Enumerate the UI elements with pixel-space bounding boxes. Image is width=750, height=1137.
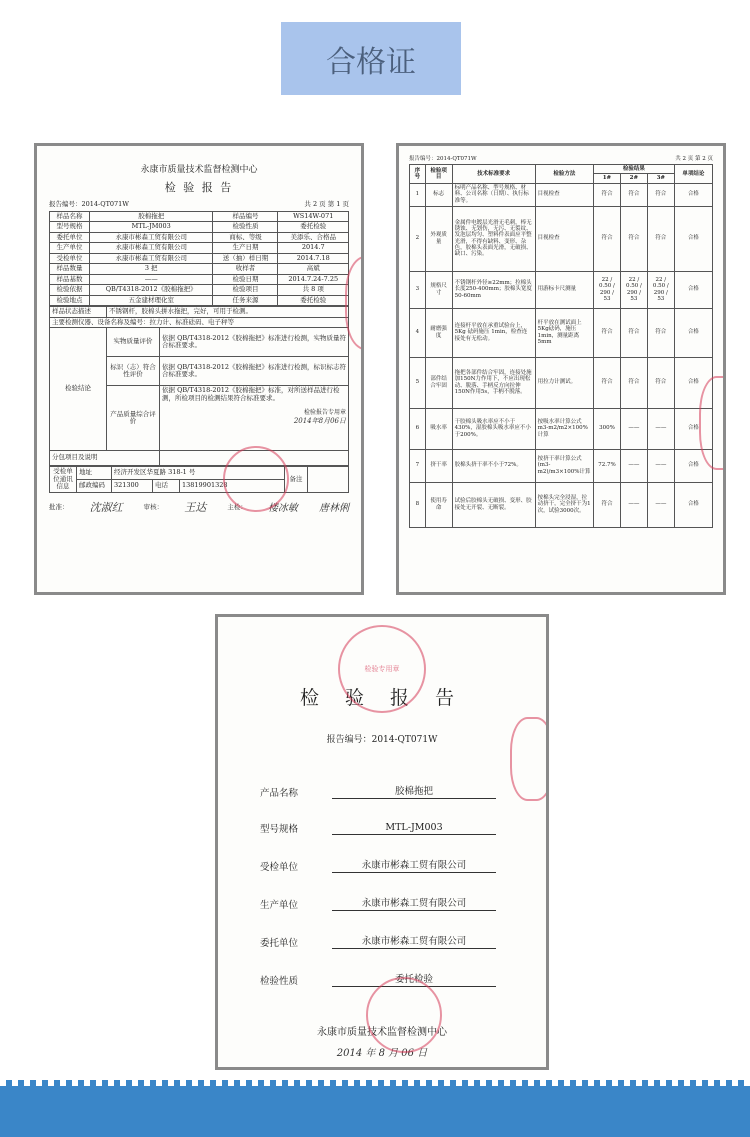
result-sample-3: 符合 xyxy=(647,183,674,206)
result-sample-2: 22 / 0.50 / 290 / 53 xyxy=(620,271,647,308)
sample-state-label: 样品状态描述 xyxy=(50,307,107,317)
result-method: 按吸水率计算公式 m3-m2/m2×100%计算 xyxy=(535,408,593,449)
cover-stamp xyxy=(338,625,426,713)
info-label: 样品基数 xyxy=(50,274,90,284)
cover-date: 2014 年 8 月 06 日 xyxy=(336,1048,428,1059)
result-method: 按挤干率计算公式 (m3-m2)/m3×100%计算 xyxy=(535,449,593,482)
result-sample-2: —— xyxy=(620,408,647,449)
table-row xyxy=(50,467,349,480)
table-row xyxy=(50,222,349,232)
result-method: 目视检查 xyxy=(535,183,593,206)
result-sample-1: 符合 xyxy=(594,206,621,271)
reviewer-signature: 王达 xyxy=(184,500,207,514)
table-row xyxy=(50,274,349,284)
label-conformity-label: 标识（志）符合性评价 xyxy=(107,357,160,386)
result-item: 使用寿命 xyxy=(425,482,452,527)
result-no: 1 xyxy=(410,183,426,206)
result-sample-1: 300% xyxy=(594,408,621,449)
info-value: 永康市彬森工贸有限公司 xyxy=(89,243,213,253)
address-value: 经济开发区华夏路 318-1 号 xyxy=(112,467,285,480)
cover-field-row xyxy=(260,857,516,873)
result-requirement: 试验后胶棉头无破损、变形、胶接处无开裂、无断裂。 xyxy=(452,482,535,527)
result-requirement: 拖把各部件结合牢固，连接处施加150N力作用下，不应出现松动、脱落、手柄反方向拉伸150N作用5s，手柄不脱落。 xyxy=(452,357,535,408)
table-row xyxy=(50,451,349,466)
result-conclusion: 合格 xyxy=(674,449,712,482)
info-value: 共 8 项 xyxy=(278,285,349,295)
info-label: 型号规格 xyxy=(50,222,90,232)
report1-info-table xyxy=(49,211,349,306)
cover-field-value: 永康市彬森工贸有限公司 xyxy=(332,933,496,949)
result-method: 杆平放在测试面上5Kg砝码，施压1min，测量距离5mm xyxy=(535,308,593,357)
cover-field-label: 生产单位 xyxy=(260,900,299,911)
header-method: 检验方法 xyxy=(535,165,593,184)
info-label: 生产日期 xyxy=(213,243,278,253)
table-row xyxy=(410,271,713,308)
result-item: 挤干率 xyxy=(425,449,452,482)
info-value: 永康市彬森工贸有限公司 xyxy=(89,253,213,263)
info-value: MTL-JM003 xyxy=(89,222,213,232)
report1-page-info: 共 2 页 第 1 页 xyxy=(304,200,349,208)
table-header-row xyxy=(410,165,713,174)
result-method: 用拉力计测试。 xyxy=(535,357,593,408)
cover-field-value: 胶棉拖把 xyxy=(332,783,496,799)
info-label: 任务来源 xyxy=(213,295,278,305)
table-row xyxy=(410,482,713,527)
report-page-1[interactable] xyxy=(34,143,364,595)
result-no: 7 xyxy=(410,449,426,482)
table-row xyxy=(50,295,349,305)
result-item: 吸水率 xyxy=(425,408,452,449)
result-requirement: 胶棉头挤干率不小于72%。 xyxy=(452,449,535,482)
report1-title: 检 验 报 告 xyxy=(164,181,234,194)
note-value xyxy=(308,467,349,492)
cover-field-value: MTL-JM003 xyxy=(332,822,496,835)
info-label: 送（抽）样日期 xyxy=(213,253,278,263)
cover-field-value: 永康市彬森工贸有限公司 xyxy=(332,857,496,873)
table-row xyxy=(410,449,713,482)
result-sample-3: 22 / 0.50 / 290 / 53 xyxy=(647,271,674,308)
cover-field-row xyxy=(260,933,516,949)
result-sample-3: 符合 xyxy=(647,206,674,271)
info-label: 样品名称 xyxy=(50,212,90,222)
result-conclusion: 合格 xyxy=(674,357,712,408)
certificate-banner xyxy=(281,22,461,95)
info-label: 收样者 xyxy=(213,264,278,274)
table-row xyxy=(50,317,349,327)
label-conformity-text: 依据 QB/T4318-2012《胶棉拖把》标准进行检测，标识标志符合标准要求。 xyxy=(160,357,349,386)
info-value: 胶棉拖把 xyxy=(89,212,213,222)
header-requirement: 技术标准要求 xyxy=(452,165,535,184)
info-value: 美添乐、合格品 xyxy=(278,232,349,242)
result-sample-1: 72.7% xyxy=(594,449,621,482)
cover-field-label: 检验性质 xyxy=(260,976,299,987)
results-table xyxy=(409,164,713,528)
cover-org: 永康市质量技术监督检测中心 xyxy=(317,1027,447,1038)
header-conclusion: 单项结论 xyxy=(674,165,712,184)
cover-field-label: 委托单位 xyxy=(260,938,299,949)
result-requirement: 连接杆平放在承重试验台上，5Kg 砝码施压 1min，检查连接处有无松动。 xyxy=(452,308,535,357)
result-conclusion: 合格 xyxy=(674,206,712,271)
result-requirement: 标明产品名称、型号规格、材料、公司名称（日期）、执行标准等。 xyxy=(452,183,535,206)
phone-label: 电话 xyxy=(153,479,180,492)
info-value: QB/T4318-2012《胶棉拖把》 xyxy=(89,285,213,295)
table-row xyxy=(50,307,349,317)
result-sample-2: 符合 xyxy=(620,357,647,408)
overall-label: 产品质量综合评价 xyxy=(107,386,160,451)
table-row xyxy=(50,212,349,222)
approver-label: 批准： xyxy=(49,503,69,512)
postcode-value: 321300 xyxy=(112,479,153,492)
result-sample-3: —— xyxy=(647,408,674,449)
info-value: 高斌 xyxy=(278,264,349,274)
info-label: 样品数量 xyxy=(50,264,90,274)
info-label: 检验地点 xyxy=(50,295,90,305)
result-conclusion: 合格 xyxy=(674,482,712,527)
conclusion-label: 检验结论 xyxy=(50,328,107,451)
seam-stamp-2 xyxy=(699,376,726,470)
table-row xyxy=(50,232,349,242)
sample-state: 不锈钢杆，胶棉头拼水拖把，完好，可用于检测。 xyxy=(107,307,349,317)
result-no: 4 xyxy=(410,308,426,357)
result-sample-1: 符合 xyxy=(594,183,621,206)
result-sample-2: —— xyxy=(620,449,647,482)
cover-field-row xyxy=(260,821,516,835)
remark-label: 分包项目及说明 xyxy=(50,451,160,466)
table-row xyxy=(50,285,349,295)
overall-text: 依据 QB/T4318-2012《胶棉拖把》标准，对所送样品进行检测，所检项目的检测结果符合标准要求。 xyxy=(162,386,340,402)
info-label: 检验项目 xyxy=(213,285,278,295)
header-sample-3: 3# xyxy=(647,174,674,183)
table-row xyxy=(410,206,713,271)
result-item: 耐磨强度 xyxy=(425,308,452,357)
footer-band xyxy=(0,1080,750,1137)
result-sample-3: —— xyxy=(647,482,674,527)
cover-field-label: 型号规格 xyxy=(260,824,299,835)
result-requirement: 干胶棉头吸水率应不小于430%，湿胶棉头吸水率应不小于200%。 xyxy=(452,408,535,449)
result-sample-1: 符合 xyxy=(594,308,621,357)
inspector-signature-2: 唐林俐 xyxy=(318,503,349,515)
result-sample-1: 符合 xyxy=(594,482,621,527)
info-value: 委托检验 xyxy=(278,222,349,232)
physical-text: 依据 QB/T4318-2012《胶棉拖把》标准进行检测，实物质量符合标准要求。 xyxy=(160,328,349,357)
cover-field-row xyxy=(260,783,516,799)
reviewer-label: 审核： xyxy=(143,503,164,512)
info-label: 商标、等级 xyxy=(213,232,278,242)
approver-signature: 沈淑红 xyxy=(89,500,123,514)
result-item: 标志 xyxy=(425,183,452,206)
result-method: 目视检查 xyxy=(535,206,593,271)
table-row xyxy=(410,357,713,408)
result-item: 部件结合牢固 xyxy=(425,357,452,408)
info-label: 受检单位 xyxy=(50,253,90,263)
result-no: 2 xyxy=(410,206,426,271)
result-conclusion: 合格 xyxy=(674,183,712,206)
cover-report-number: 报告编号：2014-QT071W xyxy=(326,735,438,745)
postcode-label: 邮政编码 xyxy=(77,479,112,492)
cover-seam-stamp xyxy=(510,717,549,801)
result-item: 规格尺寸 xyxy=(425,271,452,308)
result-sample-1: 符合 xyxy=(594,357,621,408)
contact-label: 受检单位通讯信息 xyxy=(50,467,77,492)
info-value: WS14W-071 xyxy=(278,212,349,222)
result-sample-3: 符合 xyxy=(647,308,674,357)
result-conclusion: 合格 xyxy=(674,271,712,308)
result-sample-3: 符合 xyxy=(647,357,674,408)
note-label: 备注 xyxy=(285,467,308,492)
table-row xyxy=(410,183,713,206)
result-sample-3: —— xyxy=(647,449,674,482)
equipment-line: 主要检测仪器、设备名称及编号：拉力计、标准砝码、电子秤等 xyxy=(50,317,349,327)
table-row xyxy=(50,264,349,274)
cover-field-value: 永康市彬森工贸有限公司 xyxy=(332,895,496,911)
banner-title: 合格证 xyxy=(326,44,416,80)
footer-divider xyxy=(0,1080,750,1086)
info-value: 2014.7 xyxy=(278,243,349,253)
info-label: 样品编号 xyxy=(213,212,278,222)
report2-page-info: 共 2 页 第 2 页 xyxy=(675,156,713,162)
result-method: 用游标卡尺测量 xyxy=(535,271,593,308)
cover-field-label: 产品名称 xyxy=(260,788,299,799)
cover-title: 检 验 报 告 xyxy=(299,687,465,709)
cover-field-value: 委托检验 xyxy=(332,971,496,987)
result-no: 6 xyxy=(410,408,426,449)
info-value: 3 把 xyxy=(89,264,213,274)
info-value: 五金建材理化室 xyxy=(89,295,213,305)
physical-label: 实物质量评价 xyxy=(107,328,160,357)
address-label: 地址 xyxy=(77,467,112,480)
header-sample-2: 2# xyxy=(620,174,647,183)
result-requirement: 金属件电镀层光滑无毛刺，棒无锈蚀、无划伤，无污、无裂纹、发泡层均匀、塑料件表面应平整光滑，不得有缺料、变形、杂色，胶棉头表面光滑，无破损、缺口、污染。 xyxy=(452,206,535,271)
header-item: 检验项目 xyxy=(425,165,452,184)
result-method: 按棉头完全浸湿，拉动挤干，完全挤干为1次，试验3000次。 xyxy=(535,482,593,527)
result-sample-1: 22 / 0.50 / 290 / 53 xyxy=(594,271,621,308)
result-conclusion: 合格 xyxy=(674,308,712,357)
cover-field-label: 受检单位 xyxy=(260,862,299,873)
info-value: 永康市彬森工贸有限公司 xyxy=(89,232,213,242)
inspection-stamp xyxy=(223,446,289,512)
header-result: 检验结果 xyxy=(594,165,675,174)
info-value: 2014.7.24-7.25 xyxy=(278,274,349,284)
info-label: 检验依据 xyxy=(50,285,90,295)
result-sample-2: 符合 xyxy=(620,308,647,357)
info-label: 委托单位 xyxy=(50,232,90,242)
report1-org: 永康市质量技术监督检测中心 xyxy=(140,165,258,175)
table-row xyxy=(410,408,713,449)
result-sample-2: 符合 xyxy=(620,206,647,271)
info-label: 检验日期 xyxy=(213,274,278,284)
result-requirement: 不锈钢杆外径≥22mm；拉棉头长度250-400mm；胶棉头宽度50-60mm xyxy=(452,271,535,308)
header-sample-1: 1# xyxy=(594,174,621,183)
inspector-label: 主检： xyxy=(227,503,247,512)
cover-fields xyxy=(248,783,516,987)
info-value: 2014.7.18 xyxy=(278,253,349,263)
result-no: 8 xyxy=(410,482,426,527)
info-value: 委托检验 xyxy=(278,295,349,305)
report-cover[interactable] xyxy=(215,614,549,1070)
table-row xyxy=(50,243,349,253)
cover-stamp-text: 检验专用章 xyxy=(364,665,400,673)
result-no: 3 xyxy=(410,271,426,308)
report1-detail-table xyxy=(49,306,349,466)
table-row xyxy=(410,308,713,357)
table-row xyxy=(50,253,349,263)
inspector-signature: 楼冰敏 xyxy=(267,503,298,515)
info-value: —— xyxy=(89,274,213,284)
result-sample-2: 符合 xyxy=(620,183,647,206)
cover-field-row xyxy=(260,895,516,911)
overall-cell xyxy=(160,386,349,451)
result-conclusion: 合格 xyxy=(674,408,712,449)
result-item: 外观质量 xyxy=(425,206,452,271)
stamp-caption: 检验报告专用章 xyxy=(303,409,346,417)
cover-org-stamp xyxy=(366,977,442,1053)
table-row xyxy=(50,328,349,357)
header-no: 序号 xyxy=(410,165,426,184)
report2-number: 报告编号：2014-QT071W xyxy=(409,156,477,162)
result-sample-2: —— xyxy=(620,482,647,527)
report1-contact-table xyxy=(49,466,349,492)
info-label: 检验性质 xyxy=(213,222,278,232)
report1-number: 报告编号：2014-QT071W xyxy=(49,200,129,208)
result-no: 5 xyxy=(410,357,426,408)
sign-date: 2014年8月06日 xyxy=(293,416,346,425)
phone-value: 13819901328 xyxy=(180,479,285,492)
info-label: 生产单位 xyxy=(50,243,90,253)
report-page-2[interactable] xyxy=(396,143,726,595)
